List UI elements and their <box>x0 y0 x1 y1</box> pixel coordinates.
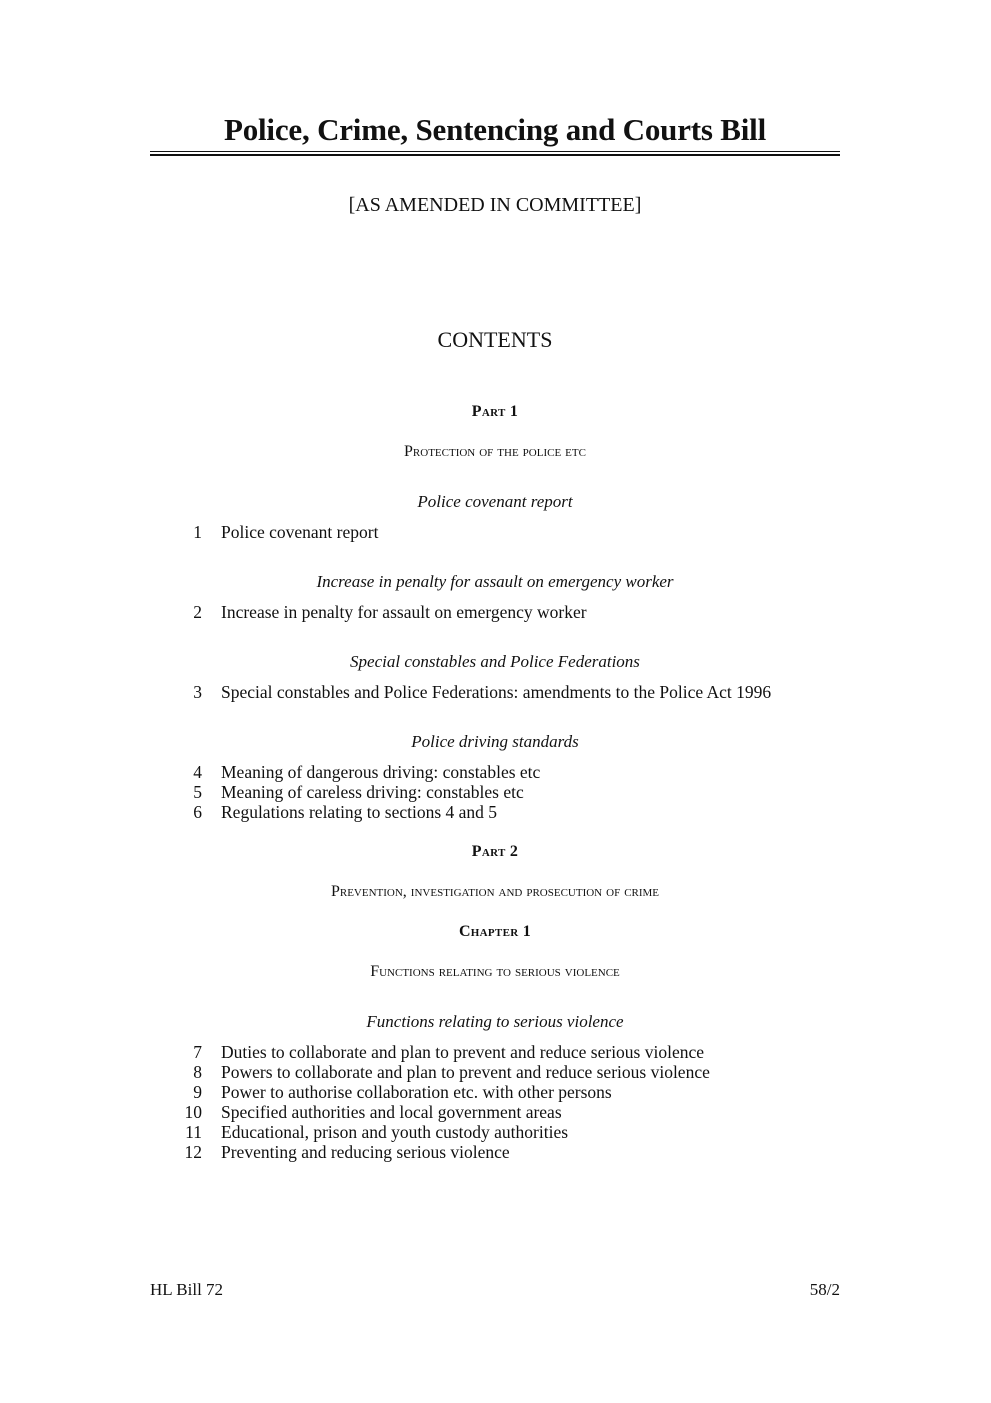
chapter-1-title: Functions relating to serious violence <box>370 963 620 980</box>
section-title: Power to authorise collaboration etc. with other persons <box>221 1082 612 1102</box>
section-title: Increase in penalty for assault on emergency worker <box>221 602 587 622</box>
crossheading: Increase in penalty for assault on emergency worker <box>316 572 674 591</box>
section-number: 2 <box>193 602 202 622</box>
toc-entry-10[interactable] <box>150 1102 850 1122</box>
part-2-heading: Part 2 <box>471 843 519 860</box>
toc-entry-1[interactable] <box>150 522 850 542</box>
print-reference: 58/2 <box>809 1280 840 1299</box>
section-number: 5 <box>193 782 202 802</box>
part-2-title: Prevention, investigation and prosecution of crime <box>330 883 660 900</box>
contents-heading: CONTENTS <box>437 327 553 352</box>
crossheading: Police covenant report <box>417 492 573 511</box>
toc-entry-11[interactable] <box>150 1122 850 1142</box>
section-title: Educational, prison and youth custody authorities <box>221 1122 569 1142</box>
section-number: 10 <box>184 1102 202 1122</box>
part-1-title: Protection of the police etc <box>404 443 586 460</box>
title-rule-thin <box>150 151 840 152</box>
section-number: 11 <box>185 1122 202 1142</box>
toc-entry-9[interactable] <box>150 1082 850 1102</box>
section-number: 7 <box>193 1042 202 1062</box>
bill-reference: HL Bill 72 <box>150 1280 224 1299</box>
section-number: 8 <box>193 1062 202 1082</box>
section-number: 1 <box>193 522 202 542</box>
crossheading: Police driving standards <box>411 732 579 751</box>
section-title: Meaning of dangerous driving: constables etc <box>221 762 541 782</box>
bill-title: Police, Crime, Sentencing and Courts Bill <box>223 112 767 147</box>
section-title: Duties to collaborate and plan to prevent and reduce serious violence <box>221 1042 705 1062</box>
crossheading: Functions relating to serious violence <box>366 1012 624 1031</box>
section-number: 6 <box>193 802 202 822</box>
section-number: 3 <box>193 682 202 702</box>
title-rule-thick <box>150 154 840 156</box>
section-title: Powers to collaborate and plan to prevent and reduce serious violence <box>221 1062 710 1082</box>
toc-entry-5[interactable] <box>150 782 850 802</box>
section-number: 12 <box>184 1142 202 1162</box>
section-title: Specified authorities and local government areas <box>221 1102 562 1122</box>
toc-entry-7[interactable] <box>150 1042 850 1062</box>
toc-entry-4[interactable] <box>150 762 850 782</box>
toc-entry-8[interactable] <box>150 1062 850 1082</box>
chapter-1-heading: Chapter 1 <box>458 923 532 940</box>
section-title: Regulations relating to sections 4 and 5 <box>221 802 498 822</box>
toc-entry-6[interactable] <box>150 802 850 822</box>
section-number: 9 <box>193 1082 202 1102</box>
section-title: Special constables and Police Federations: amendments to the Police Act 1996 <box>221 682 772 702</box>
part-1-heading: Part 1 <box>471 403 519 420</box>
section-number: 4 <box>193 762 202 782</box>
toc-entry-12[interactable] <box>150 1142 850 1162</box>
toc-entry-2[interactable] <box>150 602 850 622</box>
section-title: Meaning of careless driving: constables etc <box>221 782 524 802</box>
section-title: Police covenant report <box>221 522 379 542</box>
toc-entry-3[interactable] <box>150 682 850 702</box>
bill-status: [AS AMENDED IN COMMITTEE] <box>348 194 642 216</box>
section-title: Preventing and reducing serious violence <box>221 1142 510 1162</box>
crossheading: Special constables and Police Federations <box>350 652 640 671</box>
